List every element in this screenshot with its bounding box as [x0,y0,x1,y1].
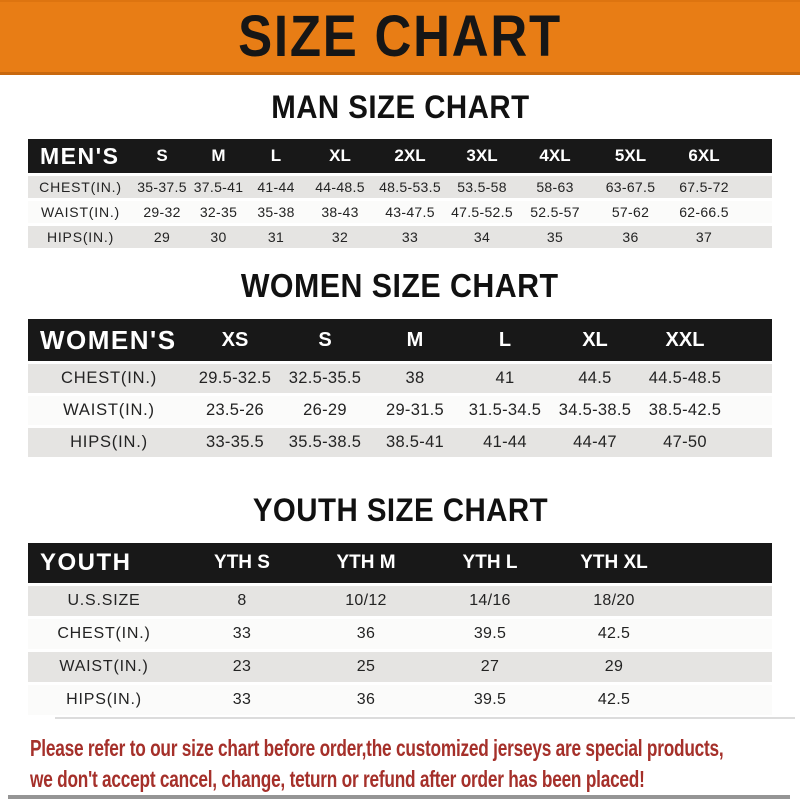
column-header: 2XL [374,139,446,173]
column-header: XS [190,319,280,361]
row-label: U.S.SIZE [28,586,180,616]
women-size-table [28,316,772,460]
table-row [28,396,772,425]
size-value-cell: 44-47 [550,428,640,457]
table-title: MEN'S [28,139,133,173]
table-title: WOMEN'S [28,319,190,361]
column-header: 6XL [669,139,739,173]
column-header: L [246,139,306,173]
size-value-cell: 58-63 [518,176,592,198]
table-row [28,226,772,248]
row-filler [676,586,772,616]
column-header: YTH S [180,543,304,583]
size-chart-banner [0,0,800,75]
size-value-cell: 62-66.5 [669,201,739,223]
size-value-cell: 34 [446,226,518,248]
size-value-cell: 41-44 [246,176,306,198]
column-header: L [460,319,550,361]
row-filler [730,396,772,425]
section-women-size-chart [0,269,800,460]
row-filler [739,176,772,198]
column-header: M [191,139,246,173]
size-value-cell: 33 [180,619,304,649]
column-header: XL [550,319,640,361]
header-filler [676,543,772,583]
section-heading-man [0,91,800,123]
size-value-cell: 32-35 [191,201,246,223]
size-value-cell: 33-35.5 [190,428,280,457]
section-heading-youth-text: YOUTH SIZE CHART [252,492,548,528]
row-label: HIPS(IN.) [28,428,190,457]
size-value-cell: 29 [133,226,191,248]
row-label: WAIST(IN.) [28,201,133,223]
size-value-cell: 38-43 [306,201,374,223]
size-value-cell: 29-31.5 [370,396,460,425]
size-value-cell: 42.5 [552,619,676,649]
row-label: CHEST(IN.) [28,364,190,393]
section-youth-size-chart [0,494,800,718]
size-value-cell: 35.5-38.5 [280,428,370,457]
size-value-cell: 47.5-52.5 [446,201,518,223]
row-label: CHEST(IN.) [28,176,133,198]
size-value-cell: 8 [180,586,304,616]
row-filler [730,428,772,457]
column-header: 5XL [592,139,669,173]
disclaimer [30,733,800,795]
size-value-cell: 14/16 [428,586,552,616]
size-value-cell: 18/20 [552,586,676,616]
size-value-cell: 31 [246,226,306,248]
size-value-cell: 42.5 [552,685,676,715]
header-filler [739,139,772,173]
table-row [28,201,772,223]
size-value-cell: 44-48.5 [306,176,374,198]
size-value-cell: 38 [370,364,460,393]
size-value-cell: 32.5-35.5 [280,364,370,393]
table-header-row [28,319,772,361]
size-value-cell: 44.5 [550,364,640,393]
disclaimer-line-1: Please refer to our size chart before order,the customized jerseys are special products, [30,735,724,761]
section-man-size-chart [0,91,800,251]
size-value-cell: 41 [460,364,550,393]
size-value-cell: 37 [669,226,739,248]
size-value-cell: 25 [304,652,428,682]
section-heading-women-text: WOMEN SIZE CHART [241,267,559,304]
row-label: CHEST(IN.) [28,619,180,649]
size-value-cell: 36 [592,226,669,248]
section-heading-youth [0,494,800,527]
size-value-cell: 31.5-34.5 [460,396,550,425]
column-header: S [133,139,191,173]
size-value-cell: 38.5-42.5 [640,396,730,425]
column-header: YTH M [304,543,428,583]
column-header: 3XL [446,139,518,173]
column-header: YTH L [428,543,552,583]
row-label: HIPS(IN.) [28,226,133,248]
size-value-cell: 57-62 [592,201,669,223]
size-value-cell: 38.5-41 [370,428,460,457]
size-value-cell: 53.5-58 [446,176,518,198]
men-size-table [28,136,772,251]
size-value-cell: 43-47.5 [374,201,446,223]
row-filler [739,226,772,248]
row-filler [676,685,772,715]
youth-size-table [28,540,772,718]
bottom-edge-line [8,795,790,799]
size-value-cell: 44.5-48.5 [640,364,730,393]
size-value-cell: 34.5-38.5 [550,396,640,425]
table-header-row [28,139,772,173]
row-label: WAIST(IN.) [28,652,180,682]
row-filler [739,201,772,223]
column-header: 4XL [518,139,592,173]
row-label: HIPS(IN.) [28,685,180,715]
size-value-cell: 27 [428,652,552,682]
table-row [28,652,772,682]
header-filler [730,319,772,361]
size-value-cell: 47-50 [640,428,730,457]
size-value-cell: 36 [304,619,428,649]
column-header: XXL [640,319,730,361]
row-label: WAIST(IN.) [28,396,190,425]
column-header: XL [306,139,374,173]
size-value-cell: 33 [374,226,446,248]
table-row [28,176,772,198]
page-title-text: SIZE CHART [238,4,562,69]
page-title [216,4,584,69]
size-value-cell: 32 [306,226,374,248]
table-title: YOUTH [28,543,180,583]
size-value-cell: 10/12 [304,586,428,616]
size-value-cell: 29 [552,652,676,682]
size-value-cell: 39.5 [428,619,552,649]
row-filler [730,364,772,393]
column-header: YTH XL [552,543,676,583]
size-value-cell: 67.5-72 [669,176,739,198]
size-value-cell: 26-29 [280,396,370,425]
size-value-cell: 52.5-57 [518,201,592,223]
size-value-cell: 39.5 [428,685,552,715]
size-value-cell: 23 [180,652,304,682]
section-heading-women [0,269,800,303]
table-row [28,428,772,457]
size-value-cell: 35 [518,226,592,248]
table-row [28,364,772,393]
table-row [28,586,772,616]
size-value-cell: 30 [191,226,246,248]
table-header-row [28,543,772,583]
table-bottom-divider-line [55,717,795,719]
size-value-cell: 36 [304,685,428,715]
size-value-cell: 41-44 [460,428,550,457]
column-header: M [370,319,460,361]
size-value-cell: 23.5-26 [190,396,280,425]
section-heading-man-text: MAN SIZE CHART [270,89,530,125]
table-row [28,685,772,715]
row-filler [676,652,772,682]
size-value-cell: 35-37.5 [133,176,191,198]
size-value-cell: 48.5-53.5 [374,176,446,198]
size-value-cell: 29-32 [133,201,191,223]
size-value-cell: 37.5-41 [191,176,246,198]
size-value-cell: 29.5-32.5 [190,364,280,393]
row-filler [676,619,772,649]
size-value-cell: 63-67.5 [592,176,669,198]
size-value-cell: 35-38 [246,201,306,223]
size-value-cell: 33 [180,685,304,715]
column-header: S [280,319,370,361]
disclaimer-line-2: we don't accept cancel, change, teturn or refund after order has been placed! [30,766,645,792]
table-row [28,619,772,649]
